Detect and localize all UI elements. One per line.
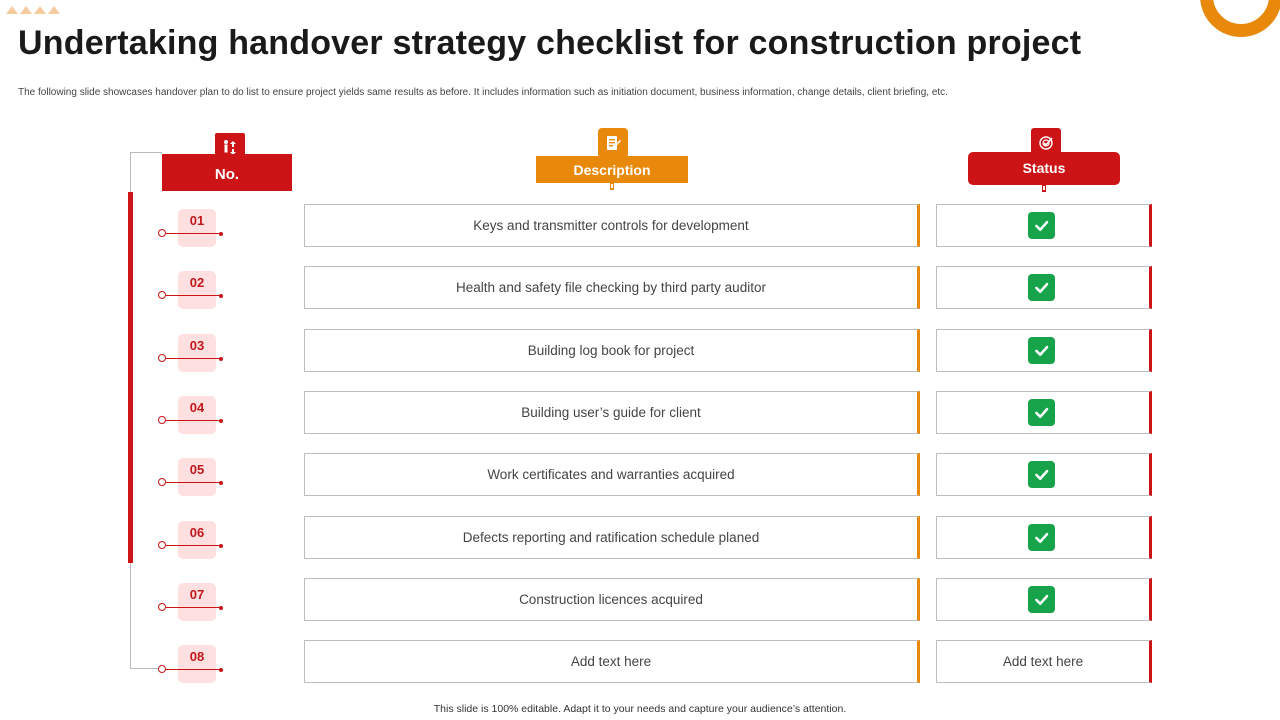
row-description-text: Work certificates and warranties acquired xyxy=(487,467,735,482)
row-connector-end-dot xyxy=(219,668,223,672)
row-connector-line xyxy=(164,545,222,546)
row-number: 05 xyxy=(189,462,205,477)
row-number: 01 xyxy=(189,213,205,228)
row-status xyxy=(936,266,1152,309)
row-connector-end-dot xyxy=(219,606,223,610)
page-title: Undertaking handover strategy checklist for construction project xyxy=(18,24,1082,62)
checkmark-icon xyxy=(1028,212,1055,239)
row-status xyxy=(936,329,1152,372)
row-connector-end-dot xyxy=(219,294,223,298)
row-status xyxy=(936,391,1152,434)
row-description-text: Add text here xyxy=(570,654,652,669)
row-status xyxy=(936,453,1152,496)
row-number: 06 xyxy=(189,525,205,540)
row-connector-end-dot xyxy=(219,232,223,236)
row-connector-line xyxy=(164,420,222,421)
row-connector-end-dot xyxy=(219,357,223,361)
row-connector-start-dot xyxy=(158,541,166,549)
row-connector-end-dot xyxy=(219,481,223,485)
row-connector-start-dot xyxy=(158,603,166,611)
row-connector-start-dot xyxy=(158,416,166,424)
row-connector-start-dot xyxy=(158,354,166,362)
row-description xyxy=(304,266,920,309)
row-number: 04 xyxy=(189,400,205,415)
row-connector-line xyxy=(164,607,222,608)
row-status xyxy=(936,516,1152,559)
corner-triangle-decoration xyxy=(6,6,18,14)
checkmark-icon xyxy=(1028,337,1055,364)
row-connector-line xyxy=(164,295,222,296)
row-status-text: Add text here xyxy=(1002,654,1084,669)
corner-triangle-decoration xyxy=(20,6,32,14)
row-description-text: Keys and transmitter controls for development xyxy=(473,218,749,233)
row-connector-line xyxy=(164,233,222,234)
row-description-text: Defects reporting and ratification schedule planed xyxy=(462,530,760,545)
row-number: 07 xyxy=(189,587,205,602)
row-number: 02 xyxy=(189,275,205,290)
row-connector-start-dot xyxy=(158,478,166,486)
row-connector-start-dot xyxy=(158,229,166,237)
document-icon xyxy=(604,134,622,152)
row-status xyxy=(936,640,1152,683)
checkmark-icon xyxy=(1028,461,1055,488)
timeline-bracket xyxy=(130,152,162,669)
row-connector-end-dot xyxy=(219,544,223,548)
row-description xyxy=(304,329,920,372)
status-column-header: Status xyxy=(968,152,1120,185)
description-header-icon-box xyxy=(598,128,628,158)
corner-ring-decoration xyxy=(1200,0,1280,37)
corner-triangle-decoration xyxy=(48,6,60,14)
checkmark-icon xyxy=(1028,586,1055,613)
row-description xyxy=(304,516,920,559)
checkmark-icon xyxy=(1028,524,1055,551)
timeline-accent-bar xyxy=(128,192,133,563)
row-description-text: Building log book for project xyxy=(527,343,695,358)
description-header-stem-dot xyxy=(611,184,613,188)
row-description xyxy=(304,640,920,683)
row-description-text: Health and safety file checking by third party auditor xyxy=(456,280,766,295)
status-header-stem-dot xyxy=(1043,186,1045,190)
checkmark-icon xyxy=(1028,274,1055,301)
row-status xyxy=(936,204,1152,247)
row-number: 03 xyxy=(189,338,205,353)
footer-note: This slide is 100% editable. Adapt it to your needs and capture your audience’s attention. xyxy=(433,703,847,715)
row-description xyxy=(304,391,920,434)
row-description-text: Building user’s guide for client xyxy=(521,405,701,420)
row-connector-line xyxy=(164,669,222,670)
row-description xyxy=(304,578,920,621)
target-check-icon xyxy=(1037,134,1055,152)
row-description xyxy=(304,204,920,247)
row-connector-start-dot xyxy=(158,291,166,299)
row-connector-end-dot xyxy=(219,419,223,423)
page-subtitle: The following slide showcases handover plan to do list to ensure project yields same results as before. It includes information such as initiation document, business information, change details, client briefing, etc. xyxy=(18,87,948,98)
description-column-header: Description xyxy=(536,156,688,183)
corner-triangle-decoration xyxy=(34,6,46,14)
row-number: 08 xyxy=(189,649,205,664)
row-connector-line xyxy=(164,358,222,359)
row-connector-line xyxy=(164,482,222,483)
row-description xyxy=(304,453,920,496)
row-description-text: Construction licences acquired xyxy=(519,592,703,607)
row-status xyxy=(936,578,1152,621)
row-connector-start-dot xyxy=(158,665,166,673)
checkmark-icon xyxy=(1028,399,1055,426)
no-column-header: No. xyxy=(162,154,292,191)
